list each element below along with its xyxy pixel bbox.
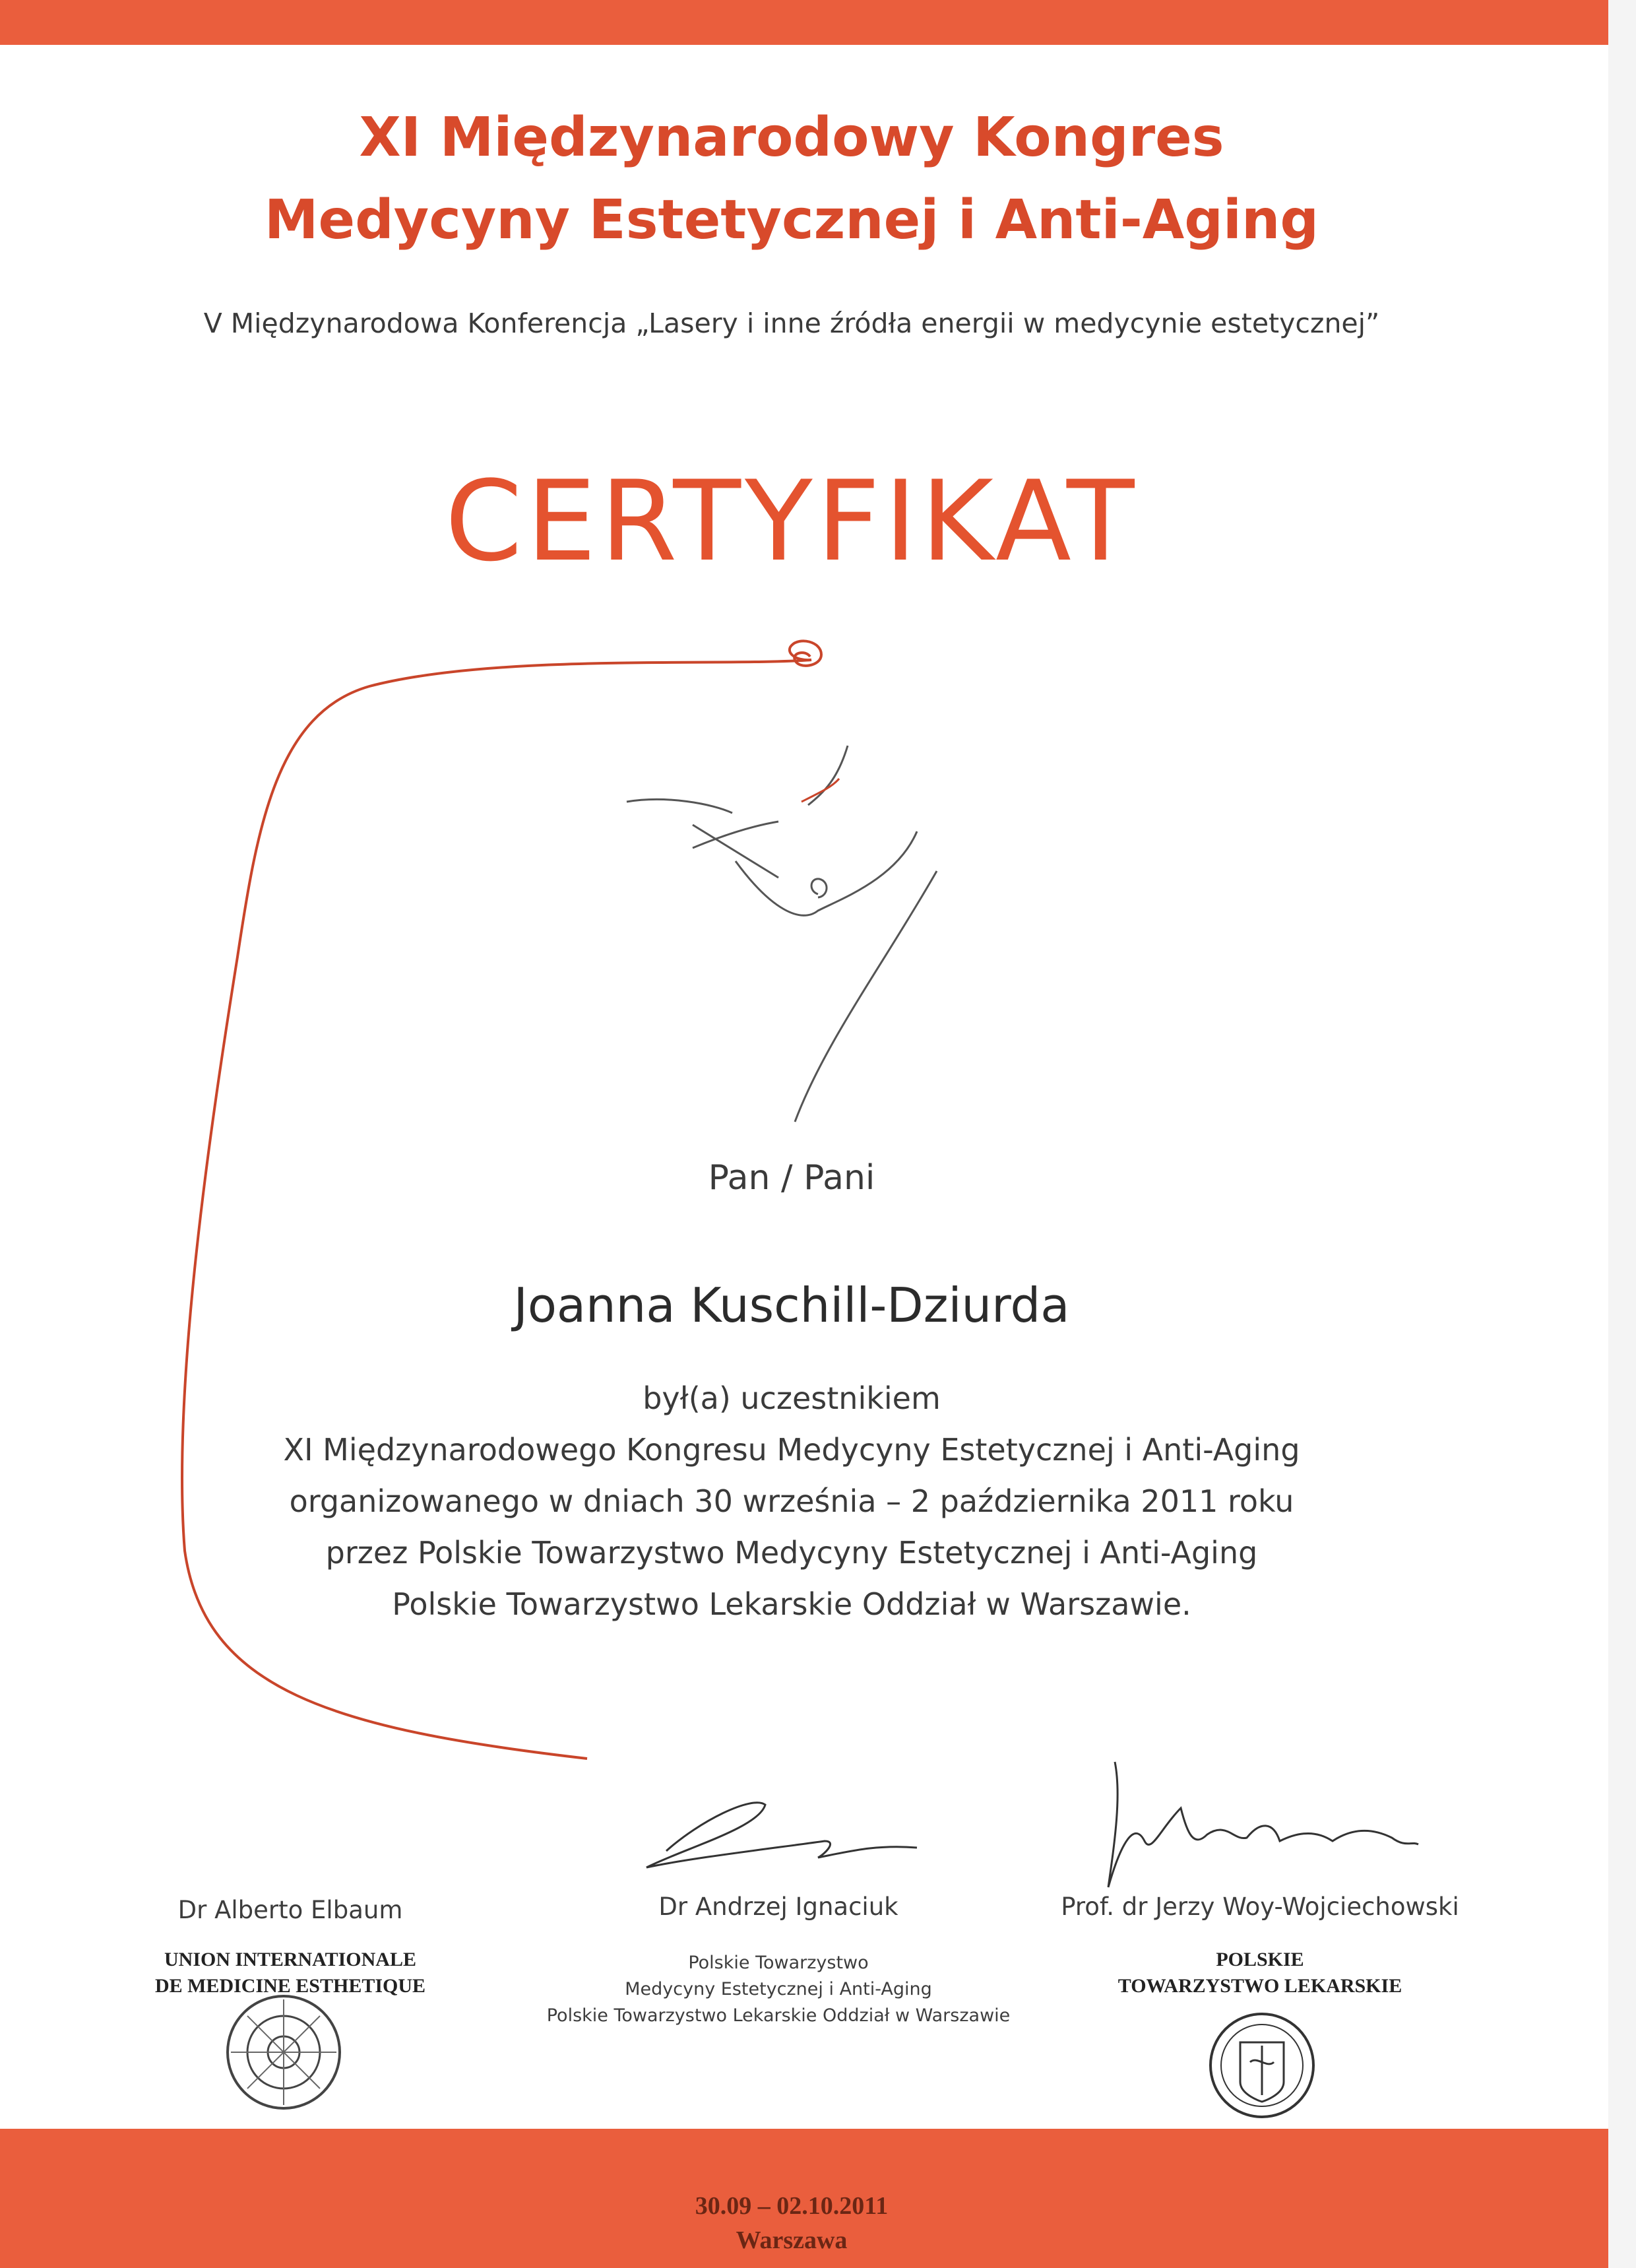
conference-subtitle: V Międzynarodowa Konferencja „Lasery i inne źródła energii w medycynie estetycznej” [203, 308, 1380, 339]
org-line: DE MEDICINE ESTHETIQUE [154, 1975, 426, 1997]
body-line-3: organizowanego w dniach 30 września – 2 października 2011 roku [289, 1483, 1294, 1519]
sketch-red-accent [802, 779, 839, 802]
signatory-name-woy-wojciechowski: Prof. dr Jerzy Woy-Wojciechowski [1061, 1893, 1459, 1921]
signature-woy-wojciechowski [1108, 1762, 1418, 1887]
union-internationale-seal-icon [228, 1996, 340, 2108]
signature-ignaciuk [646, 1803, 917, 1867]
org-line: Polskie Towarzystwo [688, 1953, 869, 1973]
body-line-5: Polskie Towarzystwo Lekarskie Oddział w Warszawie. [392, 1586, 1191, 1622]
signatory-name-ignaciuk: Dr Andrzej Ignaciuk [658, 1893, 898, 1921]
greeting: Pan / Pani [708, 1158, 875, 1198]
recipient-name: Joanna Kuschill-Dziurda [513, 1278, 1070, 1333]
title-line-2: Medycyny Estetycznej i Anti-Aging [264, 189, 1319, 251]
polskie-towarzystwo-lekarskie-seal-icon [1211, 2014, 1313, 2117]
certificate-heading: CERTYFIKAT [445, 457, 1139, 586]
sketch-line-3 [693, 822, 778, 848]
body-line-2: XI Międzynarodowego Kongresu Medycyny Estetycznej i Anti-Aging [283, 1432, 1300, 1468]
sketch-line-5 [795, 871, 937, 1122]
body-line-1: był(a) uczestnikiem [643, 1380, 941, 1416]
org-line: POLSKIE [1216, 1949, 1304, 1970]
sketch-small-spiral [811, 879, 827, 897]
body-line-4: przez Polskie Towarzystwo Medycyny Estetycznej i Anti-Aging [325, 1535, 1258, 1571]
signatory-name-elbaum: Dr Alberto Elbaum [177, 1896, 403, 1924]
title-line-1: XI Międzynarodowy Kongres [359, 106, 1224, 169]
sketch-line-1 [627, 799, 732, 813]
org-line: Medycyny Estetycznej i Anti-Aging [625, 1979, 932, 1999]
footer-city: Warszawa [736, 2226, 848, 2254]
org-line: UNION INTERNATIONALE [164, 1949, 416, 1970]
footer-dates: 30.09 – 02.10.2011 [695, 2192, 889, 2220]
org-line: Polskie Towarzystwo Lekarskie Oddział w Warszawie [546, 2005, 1011, 2026]
sketch-line-4 [736, 831, 917, 915]
org-line: TOWARZYSTWO LEKARSKIE [1117, 1975, 1402, 1997]
